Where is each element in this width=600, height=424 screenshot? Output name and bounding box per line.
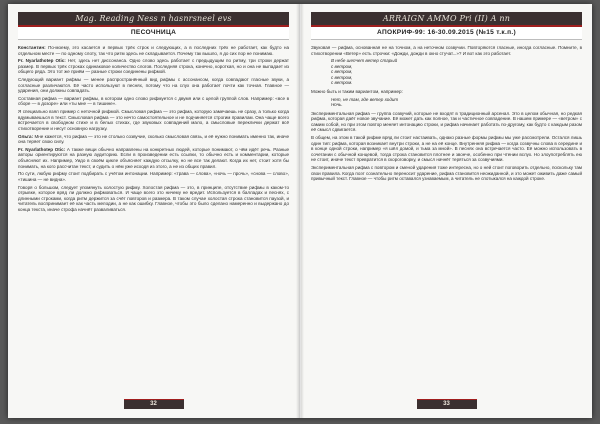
- speaker-label: Fr. Nyarlathotep Otic:: [18, 58, 66, 64]
- paragraph: [18, 58, 289, 75]
- verse-intro-line: Можно быть и таким вариантом, например:: [311, 89, 403, 95]
- paragraph-text: По сути, любую рифму стоит подбирать с учётом интонации. Например: «трава — слова», «ночь — прочь», «снова — слово», «тишина — не видна».: [18, 171, 289, 182]
- verse-line: В небе шепчет ветер старый: [331, 58, 398, 64]
- verse-line: Нет, не там, где ветер ходит: [331, 96, 399, 102]
- paragraph-text: Экспериментальная рифма с повтором и сменой ударения тоже интересна, но о ней стоит поговорить отдельно, поскольку там свои правила. Когда поэт сознательно переносит ударение, рифма становится неожиданной, и это может оживить даже самый привычный текст. Главное — чтобы ритм оставался узнаваемым, а читатель не спотыкался на каждой строке.: [311, 165, 582, 182]
- verse-line: с ветром.: [331, 80, 353, 86]
- paragraph-text: Экспериментальная рифма — группа созвучий, которые не входят в традиционный арсенал. Это в целом обычная, но редкая рифма, которая даёт новое звучание. Её может дать как полное, так и частичное совпадение. В нашем примере — «ветром» с самим собой, но при этом повтор меняет интонацию строки, и рифма начинает работать по-другому, как будто с каждым разом её смысл сдвигается.: [311, 110, 582, 133]
- left-section-title: ПЕСОЧНИЦА: [18, 27, 289, 40]
- verse-line: с ветром,: [331, 74, 353, 80]
- verse-block-2: [331, 97, 582, 108]
- paragraph-text: Составная рифма — вариант рифмы, в котором одно слово рифмуется с двумя или с целой группой слов. Например: «все в сборе — в дозоре» или «ты мне — в тишине».: [18, 95, 289, 107]
- paragraph: [18, 96, 289, 107]
- right-header-banner: ARRAIGN AMMO Pri (II) A nn: [311, 12, 582, 27]
- right-section-title: АПОКРИФ-99: 16-30.09.2015 (№15 т.к.п.): [311, 27, 582, 40]
- paragraph: [311, 135, 582, 163]
- verse-line: с ветром,: [331, 69, 353, 75]
- paragraph-text: В общем, на этом в такой рифме вряд ли стоит настаивать, однако разные формы рифмы мы уже рассмотрели. Остался лишь один тип: рифма, которая возникает внутри строки, а не на её конце. Внутренняя рифма — когда созвучны слова в середине и в конце одной строки, например «я шёл домой, и тьма за мной». В песнях она встречается часто. Её можно использовать в сочетании с обычной концевой, тогда строка становится плотнее и звонче, особенно при чтении вслух. Но злоупотреблять ею не стоит, иначе текст превратится в скороговорку, и смысл начнёт теряться за созвучиями.: [311, 135, 582, 163]
- paragraph-text: Я специально взял пример с неточной рифмой. Смысловая рифма — это рифма, которую замечаешь не сразу, а только когда вдумываешься в текст. Смысловая рифма — это нечто самостоятельное и не подчиняется строгим правилам. Она чаще всего встречается в свободном стихе и в белых стихах, где звуковых совпадений мало, а смысловые переклички держат всё стихотворение и несут основную нагрузку.: [18, 109, 289, 131]
- left-body-text: [18, 45, 289, 212]
- right-page: [300, 4, 592, 418]
- verse-line: с ветром,: [331, 63, 353, 69]
- paragraph: [18, 147, 289, 169]
- paragraph: [311, 45, 582, 56]
- paragraph-text: А также вещи обычно направлены на конкретных людей, которые понимают, о чём идёт речь. Разные авторы ориентируются на разную аудиторию. Если в произведении есть ссылки, то обычно есть и комментарии, которые объясняют их. Например, Уидо в своём цикле объясняет каждую отсылку, но не все так делают. Когда их нет, стоит хотя бы понимать, на кого рассчитан текст, и судить о нём уже исходя из этого, а не из общих правил.: [18, 146, 289, 169]
- paragraph: [311, 165, 582, 182]
- magazine-spread: [8, 4, 592, 418]
- left-page-number: 32: [124, 399, 184, 409]
- page-gutter-shadow: [301, 4, 304, 418]
- speaker-label: Константин:: [18, 45, 46, 50]
- speaker-label: Ольга:: [18, 133, 34, 139]
- paragraph: [18, 45, 289, 56]
- paragraph: [18, 109, 289, 131]
- paragraph-text: Говоря о большом, следует упомянуть холостую рифму. Холостая рифма — это, в принципе, отсутствие рифмы в каком-то отрывке, которое вряд ли должно рифмоваться. И чаще всего это ничему не вредит. Используется в балладах и песнях, с длинными строками, когда ритм держится за счёт повторов и размера. В таком случае холостая строка становится паузой, и читатель воспринимает её как часть мелодии, а не как ошибку. Главное, чтобы это было сделано намеренно и выдержано до конца текста, иначе строфа начнёт разваливаться.: [18, 184, 289, 212]
- paragraph-text: Мне кажется, что рифма — это не столько созвучие, сколько смысловая связь, и её нужно понимать именно так, иначе она теряет свою силу.: [18, 133, 290, 145]
- left-header-banner: Mag. Reading Ness n hasnrsneel evs: [18, 12, 289, 27]
- paragraph-text: Нет, здесь нет диссонанса. Одно слово здесь работает с предыдущим по ритму, три строки держат размер. В первых трёх строках одинаковое количество слогов. Последняя строка, конечно, короткая, но и она не выпадает из общего ряда. Это тот же приём — разные строки соединены рифмой.: [18, 58, 290, 75]
- speaker-label: Fr. Nyarlathotep Otic:: [18, 146, 66, 152]
- paragraph: [18, 134, 289, 145]
- paragraph: [18, 77, 289, 94]
- paragraph: [18, 171, 289, 182]
- page-gutter-shadow: [296, 4, 299, 418]
- right-page-number: 33: [417, 399, 477, 409]
- left-page: [8, 4, 300, 418]
- paragraph: [311, 111, 582, 133]
- verse-line: Ночь.: [331, 102, 343, 108]
- paragraph-text: Звуковая — рифма, основанная не на точном, а на неточном созвучии. Повторяются гласные, иногда согласные. Помните, в стихотворении «Ветер» есть строчки: «Дожди, дожди в окно стучат...»? И вот как это работает.: [311, 45, 582, 56]
- right-body-text: [311, 45, 582, 182]
- paragraph-text: По-моему, это касается и первых трёх строк и следующих, а в последних трёх не работает, как будто на отдельном месте — по одному слоту, так что ритм здесь не складывается. Почему так вышло, я до сих пор не понимаю.: [18, 45, 289, 56]
- verse-block-1: [331, 58, 582, 86]
- paragraph-text: Следующий вариант рифмы — менее распространённый вид рифмы с ассонансом, когда совпадают гласные звуки, а согласные различаются. Её часто используют в песнях, потому что на слух она работает почти как точная. Главное — ударения, они должны совпадать.: [18, 77, 289, 94]
- paragraph: [18, 185, 289, 213]
